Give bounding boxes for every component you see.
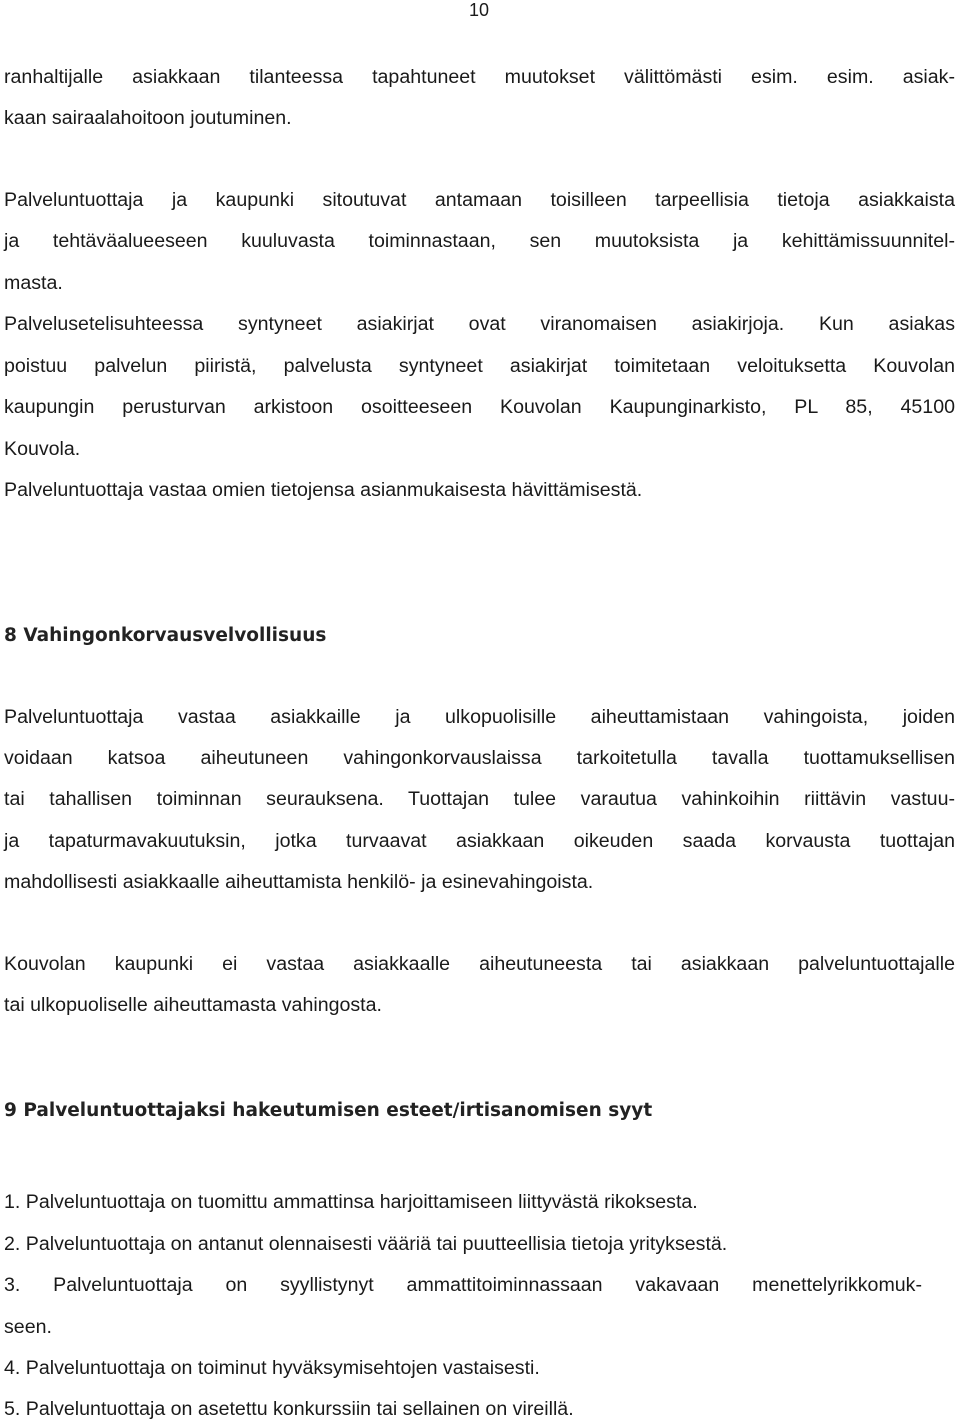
- list-item: 4. Palveluntuottaja on toiminut hyväksymisehtojen vastaisesti.: [4, 1357, 540, 1379]
- text-line: tai ulkopuoliselle aiheuttamasta vahingosta.: [4, 994, 382, 1016]
- text-line: kaupungin perusturvan arkistoon osoitteeseen Kouvolan Kaupunginarkisto, PL 85, 45100: [4, 396, 955, 418]
- text-line: kaan sairaalahoitoon joutuminen.: [4, 107, 292, 129]
- section-heading-8: 8 Vahingonkorvausvelvollisuus: [4, 625, 327, 646]
- text-line: poistuu palvelun piiristä, palvelusta syntyneet asiakirjat toimitetaan veloituksetta Kouvolan: [4, 355, 955, 377]
- text-line: ja tapaturmavakuutuksin, jotka turvaavat asiakkaan oikeuden saada korvausta tuottajan: [4, 830, 955, 852]
- text-line: masta.: [4, 272, 63, 294]
- text-line: tai tahallisen toiminnan seurauksena. Tuottajan tulee varautua vahinkoihin riittävin vastuu-: [4, 788, 955, 810]
- section-heading-9: 9 Palveluntuottajaksi hakeutumisen esteet/irtisanomisen syyt: [4, 1100, 653, 1121]
- text-line: Kouvolan kaupunki ei vastaa asiakkaalle aiheutuneesta tai asiakkaan palveluntuottajalle: [4, 953, 955, 975]
- text-line: ranhaltijalle asiakkaan tilanteessa tapahtuneet muutokset välittömästi esim. esim. asiak-: [4, 66, 955, 88]
- list-item: 1. Palveluntuottaja on tuomittu ammattinsa harjoittamiseen liittyvästä rikoksesta.: [4, 1191, 698, 1213]
- text-line: Palveluntuottaja ja kaupunki sitoutuvat antamaan toisilleen tarpeellisia tietoja asiakkaista: [4, 189, 955, 211]
- text-line: Palveluntuottaja vastaa omien tietojensa asianmukaisesta hävittämisestä.: [4, 479, 643, 501]
- list-item: 5. Palveluntuottaja on asetettu konkurssiin tai sellainen on vireillä.: [4, 1398, 574, 1420]
- page-number: 10: [469, 0, 490, 20]
- text-line: mahdollisesti asiakkaalle aiheuttamista henkilö- ja esinevahingoista.: [4, 871, 594, 893]
- text-line: Kouvola.: [4, 438, 81, 460]
- text-line: Palveluntuottaja vastaa asiakkaille ja ulkopuolisille aiheuttamistaan vahingoista, joiden: [4, 706, 955, 728]
- text-line: ja tehtäväalueeseen kuuluvasta toiminnastaan, sen muutoksista ja kehittämissuunnitel-: [4, 230, 955, 252]
- text-line: Palvelusetelisuhteessa syntyneet asiakirjat ovat viranomaisen asiakirjoja. Kun asiakas: [4, 313, 955, 335]
- list-item: 3. Palveluntuottaja on syyllistynyt ammattitoiminnassaan vakavaan menettelyrikkomuk-: [4, 1274, 922, 1296]
- list-item: 2. Palveluntuottaja on antanut olennaisesti vääriä tai puutteellisia tietoja yrityksestä.: [4, 1233, 728, 1255]
- list-item-continuation: seen.: [4, 1316, 52, 1338]
- text-line: voidaan katsoa aiheutuneen vahingonkorvauslaissa tarkoitetulla tavalla tuottamuksellisen: [4, 747, 955, 769]
